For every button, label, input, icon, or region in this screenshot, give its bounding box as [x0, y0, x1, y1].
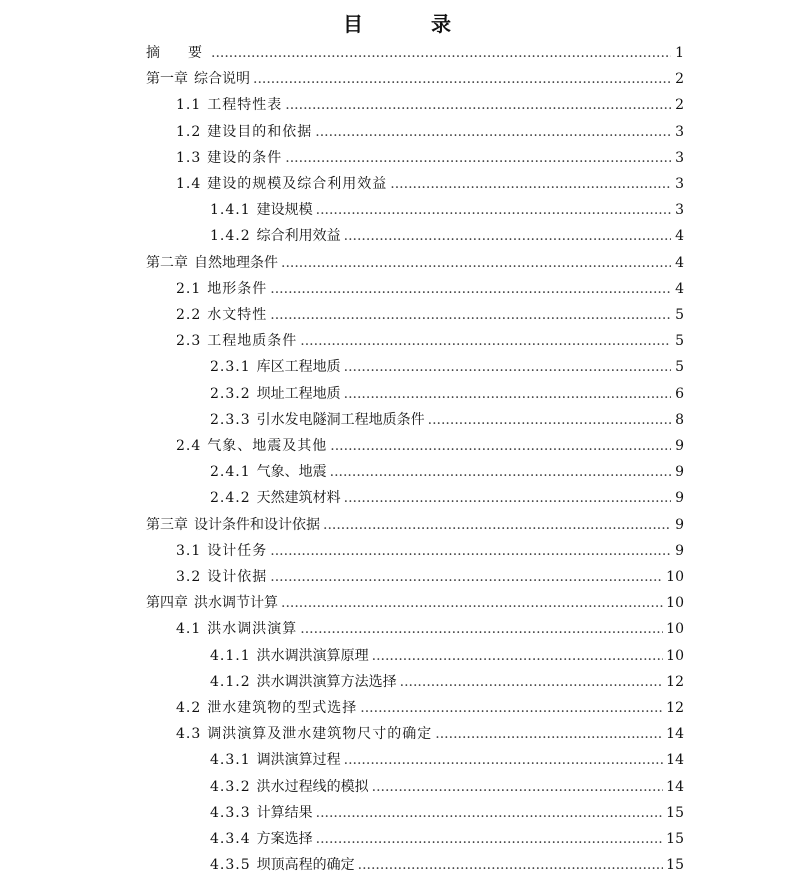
- toc-entry-label: [146, 40, 208, 66]
- toc-page-number: 9: [675, 438, 684, 454]
- toc-leader-dots: [270, 276, 671, 302]
- toc-page-number: 5: [675, 333, 684, 350]
- toc-entry-title: 气象、地震: [256, 464, 327, 481]
- toc-page-number: 14: [666, 752, 684, 769]
- toc-leader-dots: [323, 512, 671, 538]
- toc-entry-label: [176, 171, 387, 197]
- toc-entry[interactable]: [210, 643, 684, 669]
- toc-entry[interactable]: [210, 774, 684, 800]
- toc-entry-title: 洪水调节计算: [194, 595, 278, 612]
- toc-entry-title: 调洪演算过程: [256, 752, 341, 769]
- toc-page-number: 5: [675, 359, 684, 376]
- toc-entry-number: 4.3.1: [210, 752, 251, 769]
- toc-leader-dots: [300, 616, 663, 642]
- toc-leader-dots: [316, 197, 671, 223]
- toc-page-number: 9: [675, 542, 684, 559]
- toc-entry-label: [176, 145, 282, 171]
- toc-entry-label: [210, 197, 313, 223]
- toc-leader-dots: [390, 171, 671, 197]
- toc-leader-dots: [270, 302, 671, 328]
- toc-entry-label: [176, 328, 297, 354]
- toc-page-number: 3: [675, 149, 684, 166]
- toc-page-number: 10: [666, 621, 684, 638]
- toc-leader-dots: [400, 669, 664, 695]
- toc-page-number: 8: [675, 411, 684, 428]
- toc-leader-dots: [270, 538, 671, 564]
- toc-entry-title: 建设目的和依据: [207, 123, 313, 140]
- toc-entry-number: 2.3.2: [210, 385, 251, 402]
- toc-page-number: 4: [675, 280, 684, 297]
- toc-entry-label: [176, 564, 267, 590]
- toc-entry-label: [176, 721, 432, 747]
- toc-entry-title: 气象、地震及其他: [207, 438, 328, 454]
- toc-entry-number: 4.2: [176, 700, 202, 716]
- toc-entry-number: 4.3.5: [210, 857, 251, 874]
- toc-entry-label: [210, 381, 341, 407]
- toc-entry-number: 3.2: [176, 569, 202, 585]
- toc-page-number: 3: [675, 123, 684, 140]
- toc-leader-dots: [285, 145, 671, 171]
- toc-entry-number: 4.3: [176, 726, 202, 743]
- toc-leader-dots: [285, 92, 671, 118]
- toc-page-number: 1: [675, 45, 684, 61]
- toc-entry[interactable]: [210, 800, 684, 826]
- toc-entry-number: 4.1: [176, 621, 202, 638]
- toc-entry-title: 水文特性: [207, 307, 268, 323]
- toc-leader-dots: [330, 433, 671, 459]
- toc-entry-title: 工程特性表: [207, 97, 283, 114]
- toc-entry-label: [146, 250, 278, 276]
- toc-leader-dots: [316, 826, 664, 852]
- toc-entry-number: 第一章: [146, 71, 188, 88]
- toc-entry-title: 引水发电隧洞工程地质条件: [256, 411, 425, 428]
- toc-entry[interactable]: [176, 433, 684, 459]
- toc-entry-title: 计算结果: [256, 804, 313, 821]
- toc-entry-title: 综合说明: [194, 71, 250, 88]
- toc-entry-label: [176, 538, 267, 564]
- toc-entry-number: 第二章: [146, 254, 188, 271]
- toc-page-number: 4: [675, 254, 684, 271]
- toc-entry-number: 1.3: [176, 149, 202, 166]
- toc-entry-number: 摘 要: [146, 45, 202, 61]
- toc-entry-number: 第三章: [146, 516, 188, 533]
- toc-entry[interactable]: [210, 669, 684, 695]
- toc-entry-number: 2.3.3: [210, 411, 251, 428]
- toc-entry-label: [210, 354, 341, 380]
- toc-entry-label: [210, 407, 425, 433]
- toc-entry[interactable]: [176, 92, 684, 118]
- toc-entry-label: [176, 302, 267, 328]
- toc-entry-label: [176, 433, 327, 459]
- toc-leader-dots: [330, 459, 671, 485]
- toc-page-number: 9: [675, 490, 684, 507]
- toc-entry-label: [210, 669, 397, 695]
- toc-page-number: 10: [666, 595, 684, 612]
- toc-leader-dots: [344, 381, 671, 407]
- toc-leader-dots: [360, 695, 663, 721]
- toc-page-number: 2: [675, 97, 684, 114]
- toc-page-number: 4: [675, 228, 684, 245]
- toc-entry-label: [176, 276, 267, 302]
- toc-entry-title: 设计条件和设计依据: [194, 516, 320, 533]
- toc-entry[interactable]: [210, 197, 684, 223]
- toc-entry-title: 调洪演算及泄水建筑物尺寸的确定: [207, 726, 433, 743]
- toc-entry-number: 2.4.2: [210, 490, 251, 507]
- toc-entry[interactable]: [176, 328, 684, 354]
- toc-entry[interactable]: [210, 747, 684, 773]
- toc-entry-title: 工程地质条件: [207, 333, 298, 350]
- toc-entry[interactable]: [210, 223, 684, 249]
- toc-entry[interactable]: [176, 616, 684, 642]
- toc-entry[interactable]: [210, 407, 684, 433]
- toc-entry[interactable]: [146, 250, 684, 276]
- toc-entry-title: 设计依据: [207, 569, 268, 585]
- toc-entry[interactable]: [176, 695, 684, 721]
- toc-page-number: 12: [666, 700, 684, 716]
- toc-entry-label: [210, 774, 369, 800]
- toc-leader-dots: [344, 485, 671, 511]
- toc-entry-title: 建设的规模及综合利用效益: [207, 176, 388, 192]
- toc-entry-number: 2.2: [176, 307, 202, 323]
- toc-leader-dots: [358, 852, 664, 878]
- toc-leader-dots: [315, 119, 671, 145]
- toc-page-number: 6: [675, 385, 684, 402]
- toc-entry[interactable]: [176, 119, 684, 145]
- toc-entry[interactable]: [176, 171, 684, 197]
- toc-entry-number: 4.3.4: [210, 831, 251, 847]
- toc-leader-dots: [281, 250, 671, 276]
- toc-entry-title: 综合利用效益: [256, 228, 341, 245]
- toc-entry[interactable]: [210, 459, 684, 485]
- toc-entry-number: 1.1: [176, 97, 202, 114]
- toc-entry-label: [176, 119, 312, 145]
- toc-entry-title: 洪水过程线的模拟: [256, 778, 369, 795]
- toc-leader-dots: [344, 747, 664, 773]
- toc-entry-label: [146, 66, 250, 92]
- toc-entry[interactable]: [146, 66, 684, 92]
- toc-page-number: 10: [666, 647, 684, 664]
- toc-entry-number: 1.4.1: [210, 202, 251, 219]
- toc-entry-title: 洪水调洪演算原理: [256, 647, 369, 664]
- toc-page-number: 9: [675, 516, 684, 533]
- toc-page-number: 5: [675, 307, 684, 323]
- toc-entry[interactable]: [210, 381, 684, 407]
- toc-page-number: 2: [675, 71, 684, 88]
- toc-entry-title: 库区工程地质: [256, 359, 341, 376]
- toc-entry[interactable]: [176, 302, 684, 328]
- toc-page-number: 15: [666, 857, 684, 874]
- toc-page-number: 3: [675, 176, 684, 192]
- toc-entry[interactable]: [146, 590, 684, 616]
- toc-entry-number: 1.2: [176, 123, 202, 140]
- toc-leader-dots: [428, 407, 671, 433]
- toc-page-number: 14: [666, 778, 684, 795]
- toc-entry-number: 4.1.2: [210, 673, 251, 690]
- toc-entry-title: 泄水建筑物的型式选择: [207, 700, 358, 716]
- toc-entry-label: [210, 485, 341, 511]
- toc-leader-dots: [372, 643, 664, 669]
- toc-entry[interactable]: [210, 826, 684, 852]
- toc-entry[interactable]: [210, 852, 684, 878]
- toc-entry-number: 2.1: [176, 280, 202, 297]
- toc-entry-title: 设计任务: [207, 542, 268, 559]
- toc-entry-title: 自然地理条件: [194, 254, 278, 271]
- toc-entry-number: 4.3.2: [210, 778, 251, 795]
- toc-entry-label: [210, 459, 327, 485]
- toc-entry-number: 4.3.3: [210, 804, 251, 821]
- toc-entry-title: 方案选择: [256, 831, 313, 847]
- toc-page-number: 12: [666, 673, 684, 690]
- toc-entry-label: [210, 826, 313, 852]
- toc-entry-number: 2.3.1: [210, 359, 251, 376]
- toc-leader-dots: [344, 223, 671, 249]
- toc-entry-title: 建设规模: [256, 202, 313, 219]
- toc-entry-title: 坝顶高程的确定: [256, 857, 355, 874]
- toc-entry-number: 4.1.1: [210, 647, 251, 664]
- toc-entry-number: 3.1: [176, 542, 202, 559]
- toc-entry-number: 1.4.2: [210, 228, 251, 245]
- toc-entry-title: 天然建筑材料: [256, 490, 341, 507]
- toc-page-number: 14: [666, 726, 684, 743]
- toc-entry[interactable]: [176, 721, 684, 747]
- toc-entry-number: 第四章: [146, 595, 188, 612]
- toc-entry[interactable]: [176, 276, 684, 302]
- toc-entry-title: 洪水调洪演算: [207, 621, 298, 638]
- toc-entry-label: [176, 92, 282, 118]
- toc-entry[interactable]: [176, 564, 684, 590]
- toc-entry-title: 建设的条件: [207, 149, 283, 166]
- toc-entry[interactable]: [210, 354, 684, 380]
- toc-leader-dots: [253, 66, 671, 92]
- toc-leader-dots: [316, 800, 664, 826]
- toc-leader-dots: [281, 590, 663, 616]
- toc-entry-title: 地形条件: [207, 280, 268, 297]
- toc-entry-label: [210, 747, 341, 773]
- toc-entry-label: [146, 512, 320, 538]
- toc-page-number: 15: [666, 831, 684, 847]
- toc-entry-label: [210, 852, 355, 878]
- toc-entry-number: 2.3: [176, 333, 202, 350]
- toc-entry-label: [210, 800, 313, 826]
- toc-entry-number: 2.4: [176, 438, 202, 454]
- toc-leader-dots: [344, 354, 671, 380]
- toc-page-number: 10: [666, 569, 684, 585]
- toc-entry[interactable]: [176, 538, 684, 564]
- toc-entry-number: 2.4.1: [210, 464, 251, 481]
- toc-entry[interactable]: [146, 512, 684, 538]
- toc-entry-label: [210, 643, 369, 669]
- toc-entry-label: [176, 695, 357, 721]
- toc-entry[interactable]: [146, 40, 684, 66]
- toc-entry-title: 洪水调洪演算方法选择: [256, 673, 397, 690]
- toc-entry-number: 1.4: [176, 176, 202, 192]
- toc-entry[interactable]: [176, 145, 684, 171]
- toc-page-number: 9: [675, 464, 684, 481]
- toc-leader-dots: [300, 328, 671, 354]
- toc-entry-label: [146, 590, 278, 616]
- toc-entry-label: [176, 616, 297, 642]
- toc-leader-dots: [435, 721, 663, 747]
- toc-entry[interactable]: [210, 485, 684, 511]
- toc-leader-dots: [270, 564, 663, 590]
- toc-leader-dots: [372, 774, 664, 800]
- toc-page-number: 15: [666, 804, 684, 821]
- page-title: 目 录: [343, 12, 475, 36]
- toc-page-number: 3: [675, 202, 684, 219]
- toc-entry-label: [210, 223, 341, 249]
- toc-leader-dots: [211, 40, 671, 66]
- toc-entry-title: 坝址工程地质: [256, 385, 341, 402]
